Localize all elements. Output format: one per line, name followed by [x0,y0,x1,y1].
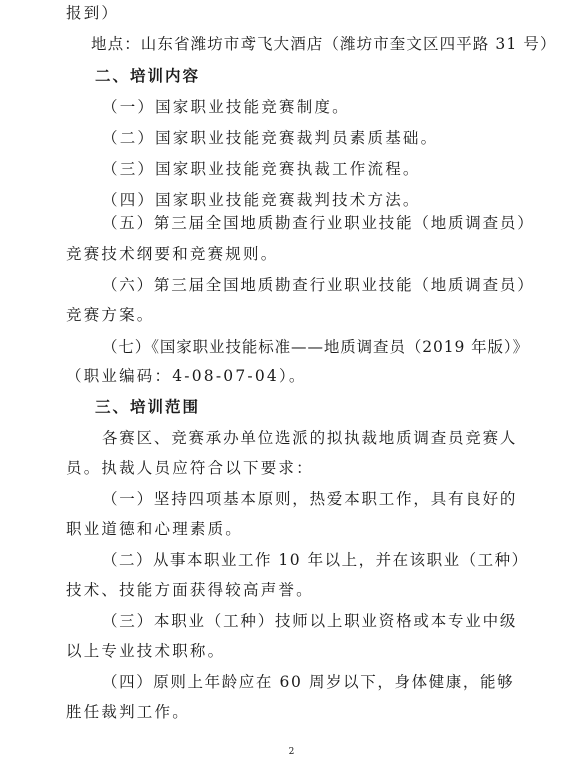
content-item-6-line-2: 竞赛方案。 [66,306,155,324]
requirement-1-line-2: 职业道德和心理素质。 [66,520,244,538]
scope-intro-line-2: 员。执裁人员应符合以下要求： [66,459,314,477]
content-item-4: （四）国家职业技能竞赛裁判技术方法。 [102,191,421,209]
requirement-2-line-1: （二）从事本职业工作 10 年以上，并在该职业（工种） [102,551,529,569]
requirement-2-line-2: 技术、技能方面获得较高声誉。 [66,581,314,599]
content-item-2: （二）国家职业技能竞赛裁判员素质基础。 [102,129,439,147]
top-fragment: 报到） [66,4,120,22]
requirement-4-line-1: （四）原则上年龄应在 60 周岁以下，身体健康，能够 [102,673,515,691]
requirement-3-line-1: （三）本职业（工种）技师以上职业资格或本专业中级 [102,612,518,630]
content-item-1: （一）国家职业技能竞赛制度。 [102,98,350,116]
location-line: 地点：山东省潍坊市鸢飞大酒店（潍坊市奎文区四平路 31 号） [91,35,557,53]
content-item-5-line-1: （五）第三届全国地质勘查行业职业技能（地质调查员） [102,214,535,232]
content-item-3: （三）国家职业技能竞赛执裁工作流程。 [102,160,421,178]
requirement-1-line-1: （一）坚持四项基本原则，热爱本职工作，具有良好的 [102,490,518,508]
scope-intro-line-1: 各赛区、竞赛承办单位选派的拟执裁地质调查员竞赛人 [102,429,518,447]
requirement-4-line-2: 胜任裁判工作。 [66,703,190,721]
section-heading-training-scope: 三、培训范围 [95,398,201,416]
content-item-5-line-2: 竞赛技术纲要和竞赛规则。 [66,245,279,263]
section-heading-training-content: 二、培训内容 [95,67,201,85]
requirement-3-line-2: 以上专业技术职称。 [66,642,226,660]
page-number: 2 [288,747,295,757]
content-item-7-line-1: （七）《国家职业技能标准——地质调查员（2019 年版）》 [102,338,529,356]
content-item-6-line-1: （六）第三届全国地质勘查行业职业技能（地质调查员） [102,276,535,294]
content-item-7-line-2: （职业编码：4-08-07-04）。 [66,367,307,385]
